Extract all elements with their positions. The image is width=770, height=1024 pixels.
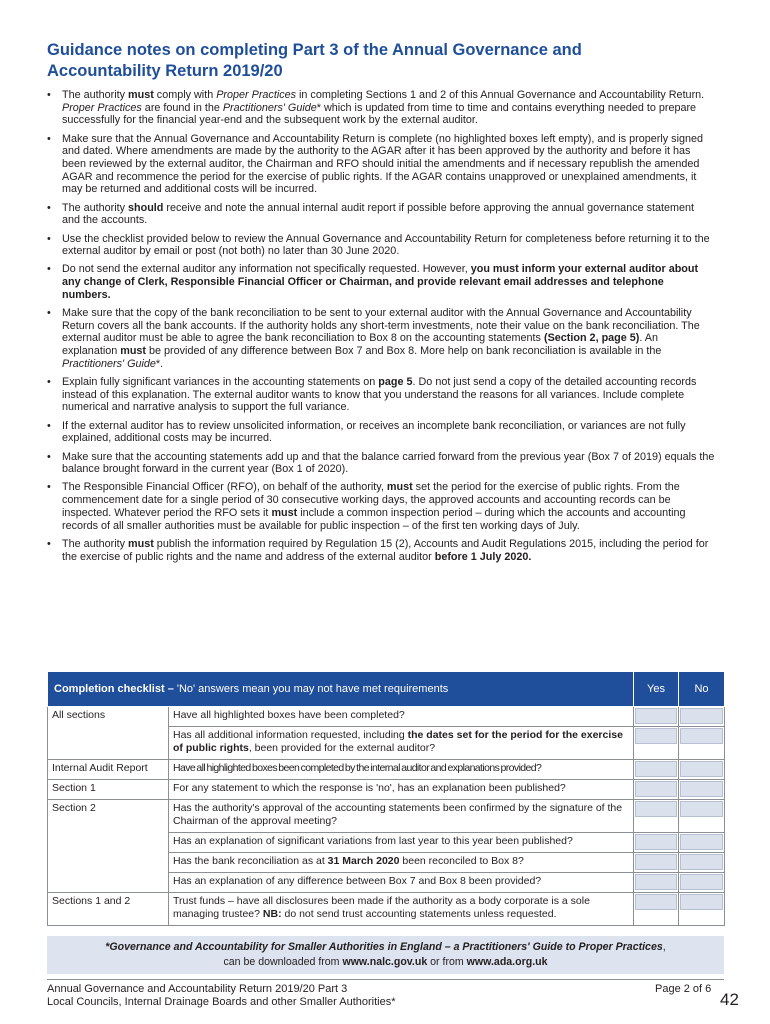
yes-checkbox[interactable]: [634, 833, 679, 853]
bullet-icon: •: [47, 376, 51, 389]
guidance-notes-list: [47, 89, 715, 569]
yes-checkbox[interactable]: [634, 780, 679, 800]
yes-column-header: Yes: [634, 672, 679, 707]
question-text: Have all highlighted boxes been completed by the internal auditor and explanations provided?: [169, 760, 634, 780]
bullet-icon: •: [47, 263, 51, 276]
guidance-note-item: • The authority should receive and note the annual internal audit report if possible before approving the annual governance statement and the accounts.: [47, 201, 695, 227]
question-text: Has the authority's approval of the accounting statements been confirmed by the signature of the Chairman of the approval meeting?: [169, 800, 634, 833]
section-label: Section 1: [48, 780, 169, 800]
bullet-icon: •: [47, 132, 51, 145]
bullet-icon: •: [47, 89, 51, 101]
no-checkbox[interactable]: [679, 780, 725, 800]
guidance-note-item: • Make sure that the copy of the bank reconciliation to be sent to your external auditor with the Annual Governance and Accountability Return covers all the bank accounts. If the authority holds any short-term investments, note their value on the bank reconciliation. The external auditor must be able to agree the bank reconciliation to Box 8 on the accounting statements (Section 2, page 5). An explanation must be provided of any difference between Box 7 and Box 8. More help on bank reconciliation is available in the Practitioners' Guide*.: [47, 307, 700, 370]
table-row: [48, 800, 725, 833]
table-row: [48, 780, 725, 800]
no-checkbox[interactable]: [679, 873, 725, 893]
question-text: Has all additional information requested, including the dates set for the period for the exercise of public rights, been provided for the external auditor?: [169, 727, 634, 760]
ada-link[interactable]: www.ada.org.uk: [466, 956, 548, 968]
yes-checkbox[interactable]: [634, 760, 679, 780]
footer-line-1: Annual Governance and Accountability Return 2019/20 Part 3: [47, 983, 348, 995]
footer-line-2: Local Councils, Internal Drainage Boards and other Smaller Authorities*: [47, 996, 396, 1008]
guidance-note-item: • The Responsible Financial Officer (RFO), on behalf of the authority, must set the period for the exercise of public rights. From the commencement date for a single period of 30 consecutive working days, the approved accounts and accounting records can be inspected. Whatever period the RFO sets it must include a common inspection period – during which the accounts and accounting records of all smaller authorities must be available for public inspection – of the first ten working days of July.: [47, 481, 686, 532]
yes-checkbox[interactable]: [634, 727, 679, 760]
page-title: [47, 40, 687, 82]
table-row: [48, 760, 725, 780]
footnote-guide-title: *Governance and Accountability for Smaller Authorities in England – a Practitioners' Guide to Proper Practices: [105, 941, 663, 953]
bullet-icon: •: [47, 307, 51, 320]
bullet-icon: •: [47, 232, 51, 245]
table-row: [48, 707, 725, 727]
guidance-note-item: • Use the checklist provided below to review the Annual Governance and Accountability Return for completeness before returning it to the external auditor by email or post (not both) no later than 30 June 2020.: [47, 232, 710, 258]
question-text: Have all highlighted boxes have been completed?: [169, 707, 634, 727]
page-number: Page 2 of 6: [655, 983, 712, 995]
guidance-note-item: • Do not send the external auditor any information not specifically requested. However, you must inform your external auditor about any change of Clerk, Responsible Financial Officer or Chairman, and provide relevant email addresses and telephone numbers.: [47, 263, 699, 301]
question-text: Has the bank reconciliation as at 31 March 2020 been reconciled to Box 8?: [169, 853, 634, 873]
bullet-icon: •: [47, 201, 51, 214]
checklist-title-bold: Completion checklist –: [54, 682, 174, 695]
yes-checkbox[interactable]: [634, 873, 679, 893]
yes-checkbox[interactable]: [634, 800, 679, 833]
guidance-note-item: • Make sure that the accounting statements add up and that the balance carried forward from the previous year (Box 7 of 2019) equals the balance brought forward in the current year (Box 1 of 2020).: [47, 450, 715, 476]
yes-checkbox[interactable]: [634, 707, 679, 727]
question-text: For any statement to which the response is 'no', has an explanation been published?: [169, 780, 634, 800]
bullet-icon: •: [47, 481, 51, 494]
guidance-note-item: • Make sure that the Annual Governance and Accountability Return is complete (no highlighted boxes left empty), and is properly signed and dated. Where amendments are made by the authority to the AGAR after it has been approved by the authority and before it has been reviewed by the external auditor, the Chairman and RFO should initial the amendments and if necessary republish the amended AGAR and recommence the period for the exercise of public rights. If the AGAR contains unapproved or unexplained amendments, it may be returned and additional costs will be incurred.: [47, 132, 703, 196]
no-column-header: No: [679, 672, 725, 707]
nalc-link[interactable]: www.nalc.gov.uk: [342, 956, 428, 968]
bullet-icon: •: [47, 419, 51, 432]
bullet-icon: •: [47, 537, 51, 550]
footer-divider: [47, 979, 724, 980]
completion-checklist: [47, 671, 725, 926]
no-checkbox[interactable]: [679, 800, 725, 833]
checklist-header: [48, 672, 725, 707]
question-text: Has an explanation of significant variations from last year to this year been published?: [169, 833, 634, 853]
checklist-title: [48, 672, 634, 707]
question-text: Has an explanation of any difference between Box 7 and Box 8 been provided?: [169, 873, 634, 893]
section-label: All sections: [48, 707, 169, 760]
section-label: Section 2: [48, 800, 169, 893]
title-line-1: Guidance notes on completing Part 3 of the Annual Governance and: [47, 41, 582, 59]
guidance-note-item: • Explain fully significant variances in the accounting statements on page 5. Do not just send a copy of the detailed accounting records instead of this explanation. The external auditor wants to know that you understand the reasons for all variances. Include complete numerical and narrative analysis to support the full variance.: [47, 376, 697, 414]
guidance-note-item: • The authority must comply with Proper Practices in completing Sections 1 and 2 of this Annual Governance and Accountability Return. Proper Practices are found in the Practitioners' Guide* which is updated from time to time and contains everything needed to prepare successfully for the financial year-end and the subsequent work by the external auditor.: [47, 89, 705, 127]
no-checkbox[interactable]: [679, 833, 725, 853]
no-checkbox[interactable]: [679, 727, 725, 760]
table-row: [48, 893, 725, 926]
no-checkbox[interactable]: [679, 760, 725, 780]
section-label: Sections 1 and 2: [48, 893, 169, 926]
no-checkbox[interactable]: [679, 893, 725, 926]
corner-number: 42: [720, 990, 739, 1009]
guidance-note-item: • If the external auditor has to review unsolicited information, or receives an incomplete bank reconciliation, or variances are not fully explained, additional costs may be incurred.: [47, 419, 686, 445]
bullet-icon: •: [47, 450, 51, 463]
guidance-note-item: • The authority must publish the information required by Regulation 15 (2), Accounts and Audit Regulations 2015, including the period for the exercise of public rights and the name and address of the external auditor before 1 July 2020.: [47, 537, 709, 563]
no-checkbox[interactable]: [679, 707, 725, 727]
question-text: Trust funds – have all disclosures been made if the authority as a body corporate is a sole managing trustee? NB: do not send trust accounting statements unless requested.: [169, 893, 634, 926]
checklist-title-rest: 'No' answers mean you may not have met requirements: [173, 682, 449, 695]
title-line-2: Accountability Return 2019/20: [47, 62, 283, 80]
no-checkbox[interactable]: [679, 853, 725, 873]
yes-checkbox[interactable]: [634, 853, 679, 873]
footer-document-title: [47, 983, 396, 1009]
practitioners-guide-footnote: *Governance and Accountability for Smaller Authorities in England – a Practitioners' Guide to Proper Practices, can be downloaded from www.nalc.gov.uk or from www.ada.org.uk: [47, 936, 724, 974]
section-label: Internal Audit Report: [48, 760, 169, 780]
yes-checkbox[interactable]: [634, 893, 679, 926]
